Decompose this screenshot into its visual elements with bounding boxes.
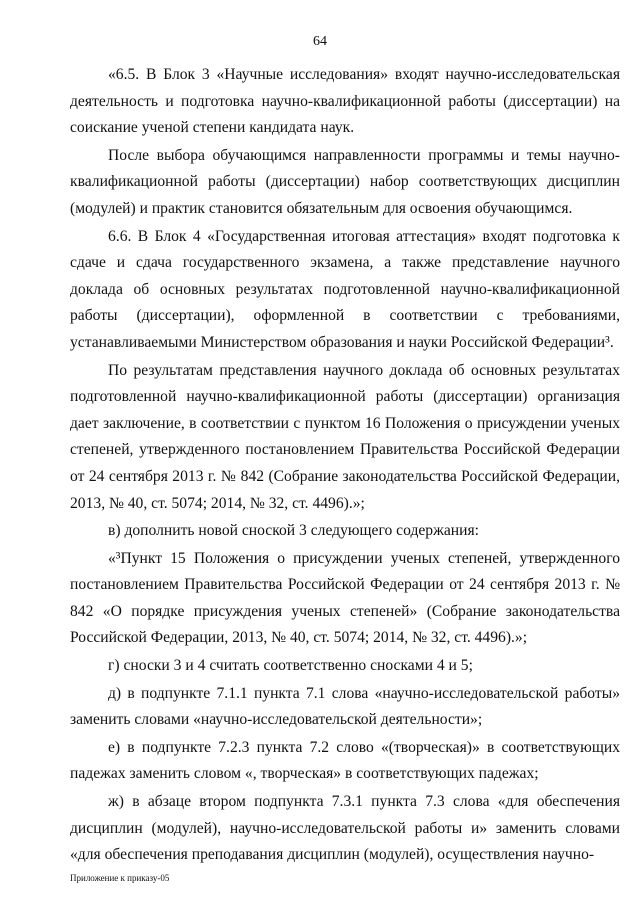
footnote-3-text: «³Пункт 15 Положения о присуждении ученых степеней, утвержденного постановлением Правительства Российской Федерации от 24 сентября 2013 г. № 842 «О порядке присуждения ученых степеней» (Собрание законодательства Российской Федерации, 2013, № 40, ст. 5074; 2014, № 32, ст. 4496).»; (70, 549, 620, 647)
paragraph-scientific-report-conclusion: По результатам представления научного доклада об основных результатах подготовленной научно-квалификационной работы (диссертации) организация дает заключение, в соответствии с пунктом 16 Положения о присуждении ученых степеней, утвержденного постановлением Правительства Российской Федерации от 24 сентября 2013 г. № 842 (Собрание законодательства Российской Федерации, 2013, № 40, ст. 5074; 2014, № 32, ст. 4496).»; (70, 361, 620, 512)
item-d-subclause-7-1-1: д) в подпункте 7.1.1 пункта 7.1 слова «научно-исследовательской работы» заменить словами «научно-исследовательской деятельности»; (70, 684, 620, 729)
document-body (70, 62, 620, 870)
item-e-subclause-7-2-3: е) в подпункте 7.2.3 пункта 7.2 слово «(творческая)» в соответствующих падежах заменить словом «, творческая» в соответствующих падежах; (70, 738, 620, 783)
page-number: 64 (313, 34, 327, 49)
paragraph-6-6: 6.6. В Блок 4 «Государственная итоговая аттестация» входят подготовка к сдаче и сдача государственного экзамена, а также представление научного доклада об основных результатах подготовленной научно-квалификационной работы (диссертации), оформленной в соответствии с требованиями, устанавливаемыми Министерством образования и науки Российской Федерации³. (70, 227, 620, 351)
item-zh-subclause-7-3-1: ж) в абзаце втором подпункта 7.3.1 пункта 7.3 слова «для обеспечения дисциплин (модулей), научно-исследовательской работы и» заменить словами «для обеспечения преподавания дисциплин (модулей), осуществления научно- (70, 793, 620, 864)
item-g-renumber-footnotes: г) сноски 3 и 4 считать соответственно сносками 4 и 5; (108, 657, 473, 675)
footer-note: Приложение к приказу-05 (70, 873, 170, 883)
item-v-add-footnote: в) дополнить новой сноской 3 следующего содержания: (108, 522, 479, 540)
paragraph-6-5: «6.5. В Блок 3 «Научные исследования» входят научно-исследовательская деятельность и подготовка научно-квалификационной работы (диссертации) на соискание ученой степени кандидата наук. (70, 66, 620, 137)
paragraph-program-choice: После выбора обучающимся направленности программы и темы научно-квалификационной работы (диссертации) набор соответствующих дисциплин (модулей) и практик становится обязательным для освоения обучающимся. (70, 146, 620, 217)
